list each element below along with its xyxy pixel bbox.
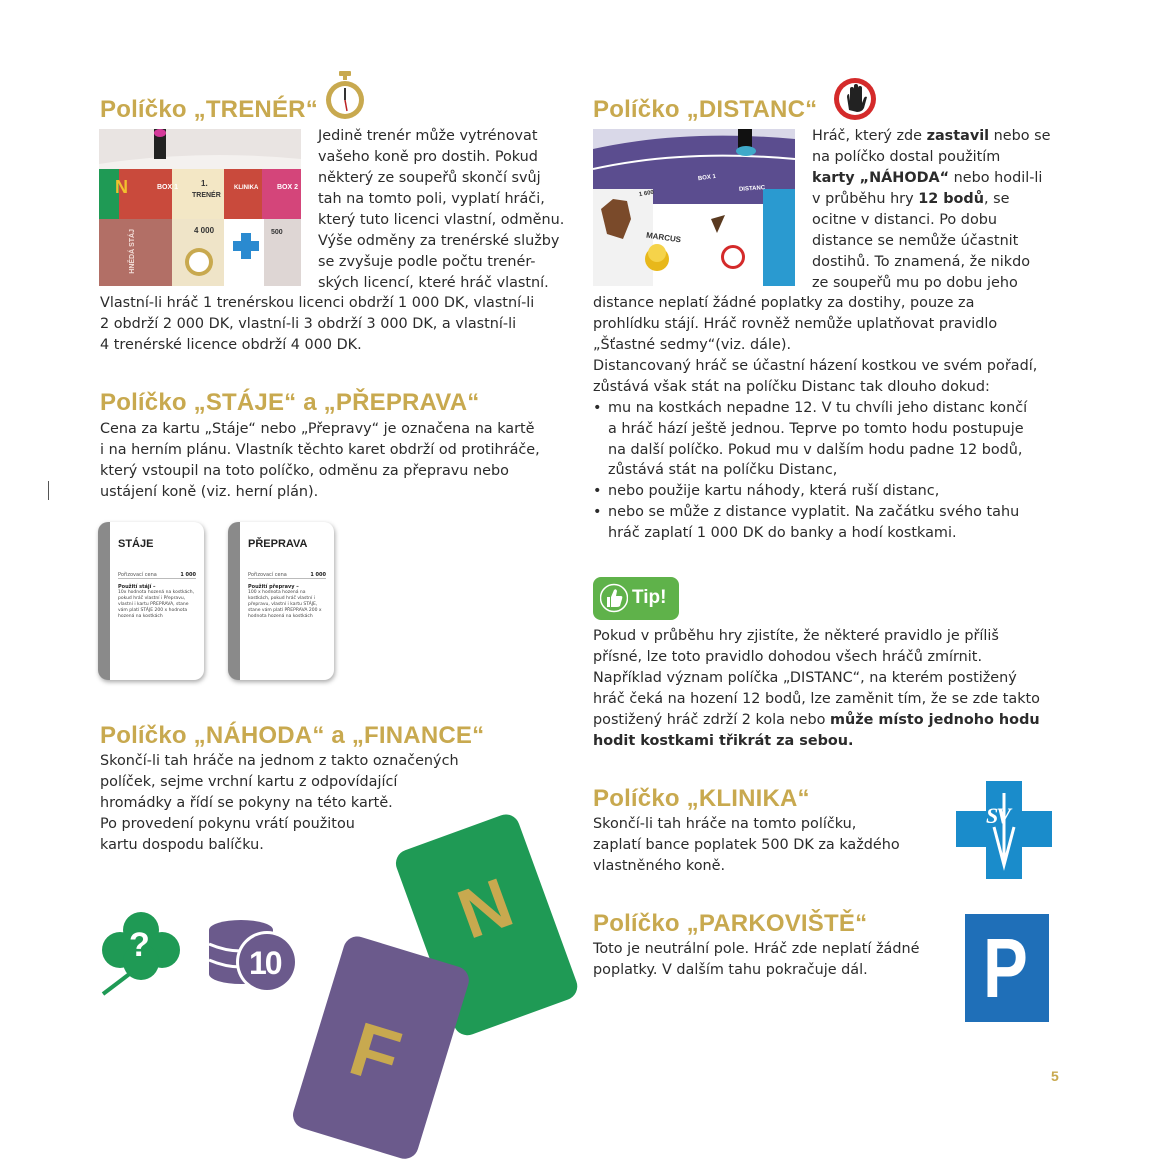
clover-question-mark: ? <box>129 926 150 964</box>
text-line: který vstoupil na toto políčko, odměnu za přepravu nebo <box>100 463 509 479</box>
card-use-text: 100 x hodnota hozená na kostkách, pokud hráč vlastní i přepravu, vlastní i kartu STÁJE, stane vám platí PŘEPRAVA 200 x hodnota hozená na kostkách <box>248 590 322 619</box>
clover-icon <box>100 910 182 996</box>
text-line: Distancovaný hráč se účastní házení kostkou ve svém pořadí, <box>593 358 1038 374</box>
text-line: vlastněného koně. <box>593 858 726 874</box>
text-line: • mu na kostkách nepadne 12. V tu chvíli jeho distanc končí <box>608 400 1028 416</box>
card-price: 1 000 <box>180 572 196 578</box>
text-line: 2 obdrží 2 000 DK, vlastní-li 3 obdrží 3 000 DK, a vlastní-li <box>100 316 517 332</box>
text-line: přísné, lze toto pravidlo dohodou všech hráčů zmírnit. <box>593 649 983 665</box>
bullet-item <box>593 481 1027 502</box>
text-line: 4 trenérské licence obdrží 4 000 DK. <box>100 337 362 353</box>
text-line: v průběhu hry 12 bodů, se <box>812 191 1010 207</box>
text-line: kartu dospodu balíčku. <box>100 837 264 853</box>
text-line: dostihů. To znamená, že nikdo <box>812 254 1031 270</box>
text-line: Pokud v průběhu hry zjistíte, že některé pravidlo je příliš <box>593 628 999 644</box>
parking-letter: P <box>983 921 1028 1015</box>
text-line: vašeho koně pro dostih. Pokud <box>318 149 538 165</box>
finance-card <box>290 933 473 1162</box>
stopwatch-icon <box>324 71 366 121</box>
text-line: Po provedení pokynu vrátí použitou <box>100 816 355 832</box>
photo-price-label: 1 600 <box>638 189 655 199</box>
clinic-letters: SV <box>986 803 1009 828</box>
card-use <box>118 584 196 620</box>
card-use-title: Použití přepravy – <box>248 584 299 590</box>
klinika-heading: Políčko „KLINIKA“ <box>593 785 810 812</box>
text-line: Vlastní-li hráč 1 trenérskou licenci obdrží 1 000 DK, vlastní-li <box>100 295 535 311</box>
text-line: i na herním plánu. Vlastník těchto karet obdrží od protihráče, <box>100 442 540 458</box>
card-title: PŘEPRAVA <box>248 538 308 550</box>
card-use-title: Použití stájí – <box>118 584 156 590</box>
board-cell-fee: 500 <box>271 229 283 236</box>
text-line: Jedině trenér může vytrénovat <box>318 128 538 144</box>
board-cell-trener: TRENÉR <box>192 192 221 199</box>
text-line: karty „NÁHODA“ nebo hodil-li <box>812 170 1043 186</box>
text-line: ských licencí, které hráč vlastní. <box>318 275 549 291</box>
card-price-label: Pořizovací cena <box>118 572 157 578</box>
distanc-bullet-list <box>593 398 1027 544</box>
card-price-label: Pořizovací cena <box>248 572 287 578</box>
text-line: který tuto licenci vlastní, odměnu. <box>318 212 565 228</box>
card-use <box>248 584 326 620</box>
finance-card-letter: F <box>340 1006 410 1102</box>
text-line: ustájení koně (viz. herní plán). <box>100 484 319 500</box>
text-line: distance neplatí žádné poplatky za dostihy, pouze za <box>593 295 975 311</box>
text-line: Skončí-li tah hráče na jednom z takto označených <box>100 753 459 769</box>
board-cell-stable: HNĚDÁ STÁJ <box>129 229 136 274</box>
text-line: postižený hráč zdrží 2 kola nebo může místo jednoho hodu <box>593 712 1040 728</box>
board-cell-n: N <box>115 177 128 197</box>
board-cell-trener-num: 1. <box>201 179 208 188</box>
preprava-card <box>228 522 334 680</box>
text-line: se zvyšuje podle počtu trenér- <box>318 254 536 270</box>
text-line: • nebo se může z distance vyplatit. Na začátku svého tahu <box>608 503 1020 520</box>
clinic-cross-icon <box>956 781 1052 879</box>
trener-board-photo <box>99 129 301 286</box>
margin-mark <box>48 481 49 500</box>
coin-number: 10 <box>249 945 281 981</box>
board-cell-box1: BOX 1 <box>157 184 179 191</box>
text-line: na další políčko. Pokud mu v dalším hodu padne 12 bodů, <box>608 441 1023 458</box>
bullet-item <box>593 502 1027 544</box>
tip-badge <box>593 577 679 620</box>
text-line: Cena za kartu „Stáje“ nebo „Přepravy“ je označena na kartě <box>100 421 535 437</box>
text-line: Toto je neutrální pole. Hráč zde neplatí žádné <box>593 941 920 957</box>
text-line: hromádky a řídí se pokyny na této kartě. <box>100 795 393 811</box>
photo-box-label: BOX 1 <box>697 173 717 183</box>
staje-heading: Políčko „STÁJE“ a „PŘEPRAVA“ <box>100 389 480 416</box>
distanc-board-photo <box>593 129 795 286</box>
text-line: hráč čeká na hození 12 bodů, lze zaměnit tím, že se zde takto <box>593 691 1040 707</box>
card-price: 1 000 <box>310 572 326 578</box>
stop-hand-icon <box>833 77 877 121</box>
text-line: na políčko dostal použitím <box>812 149 1001 165</box>
text-line: ze soupeřů mu po dobu jeho <box>812 275 1018 291</box>
distanc-heading: Políčko „DISTANC“ <box>593 96 818 123</box>
text-line: • nebo použije kartu náhody, která ruší distanc, <box>608 483 940 500</box>
tip-label: Tip! <box>632 587 667 608</box>
text-line: ocitne v distanci. Po dobu <box>812 212 998 228</box>
board-cell-box2: BOX 2 <box>277 184 299 191</box>
card-use-text: 10x hodnota hozená na kostkách, pokud hráč vlastní i Přepravu, vlastní i kartu PŘEPRAVA, stane vám platí STÁJE 200 x hodnota hozená na kostkách <box>118 590 195 619</box>
board-cell-price: 4 000 <box>194 226 215 235</box>
thumbs-up-icon <box>600 583 628 613</box>
text-line: hráč zaplatí 1 000 DK do banky a hodí kostkami. <box>608 524 957 541</box>
page-number: 5 <box>1051 1068 1059 1084</box>
card-price-row <box>248 572 326 579</box>
card-price-row <box>118 572 196 579</box>
parking-sign-icon <box>965 914 1049 1022</box>
text-line: políček, sejme vrchní kartu z odpovídající <box>100 774 398 790</box>
text-line: a hráč hází ještě jednou. Teprve po tomto hodu postupuje <box>608 420 1024 437</box>
photo-distanc-label: DISTANC <box>738 185 766 193</box>
text-line: prohlídku stájí. Hráč rovněž nemůže uplatňovat pravidlo <box>593 316 998 332</box>
text-line: Hráč, který zde zastavil nebo se <box>812 128 1051 144</box>
text-line: Skončí-li tah hráče na tomto políčku, <box>593 816 857 832</box>
nahoda-heading: Políčko „NÁHODA“ a „FINANCE“ <box>100 722 485 749</box>
text-line: Výše odměny za trenérské služby <box>318 233 560 249</box>
text-line: zůstává však stát na políčku Distanc tak dlouho dokud: <box>593 379 990 395</box>
text-line: hodit kostkami třikrát za sebou. <box>593 733 854 749</box>
coins-icon <box>209 918 301 996</box>
text-line: distance se nemůže účastnit <box>812 233 1019 249</box>
nahoda-card-letter: N <box>448 863 523 954</box>
text-line: zůstává stát na políčku Distanc, <box>608 462 838 479</box>
text-line: některý ze soupeřů skončí svůj <box>318 170 541 186</box>
text-line: Například význam políčka „DISTANC“, na kterém postižený <box>593 670 1017 686</box>
text-line: „Šťastné sedmy“(viz. dále). <box>593 337 792 353</box>
text-line: poplatky. V dalším tahu pokračuje dál. <box>593 962 868 978</box>
board-cell-klinika: KLINIKA <box>234 185 259 191</box>
staje-card <box>98 522 204 680</box>
parkoviste-heading: Políčko „PARKOVIŠTĚ“ <box>593 910 868 937</box>
bullet-item <box>593 398 1027 481</box>
card-title: STÁJE <box>118 538 154 550</box>
photo-marcus-label: MARCUS <box>645 230 682 245</box>
text-line: zaplatí bance poplatek 500 DK za každého <box>593 837 900 853</box>
trener-heading: Políčko „TRENÉR“ <box>100 96 318 123</box>
text-line: tah na tomto poli, vyplatí hráči, <box>318 191 545 207</box>
